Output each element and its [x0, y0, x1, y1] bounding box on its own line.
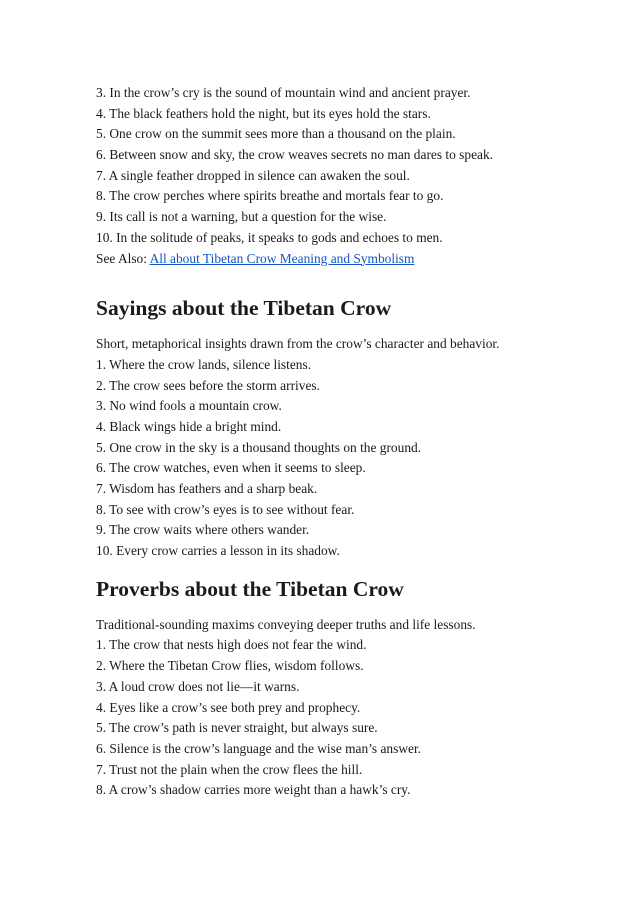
proverb-item: 3. A loud crow does not lie—it warns.	[96, 678, 300, 694]
proverbs-section	[96, 615, 596, 801]
quote-item: 9. Its call is not a warning, but a question for the wise.	[96, 209, 387, 225]
quote-item: 5. One crow on the summit sees more than a thousand on the plain.	[96, 126, 456, 142]
proverb-item: 6. Silence is the crow’s language and the wise man’s answer.	[96, 740, 422, 756]
saying-item: 7. Wisdom has feathers and a sharp beak.	[96, 481, 318, 496]
quote-item: 7. A single feather dropped in silence can awaken the soul.	[96, 167, 410, 183]
see-also-link[interactable]: All about Tibetan Crow Meaning and Symbolism	[149, 250, 415, 266]
quote-item: 8. The crow perches where spirits breathe and mortals fear to go.	[96, 188, 444, 204]
see-also-line	[96, 249, 596, 270]
proverbs-intro: Traditional-sounding maxims conveying deeper truths and life lessons.	[96, 616, 476, 632]
proverb-item: 2. Where the Tibetan Crow flies, wisdom follows.	[96, 658, 364, 674]
saying-item: 9. The crow waits where others wander.	[96, 522, 310, 538]
sayings-intro: Short, metaphorical insights drawn from the crow’s character and behavior.	[96, 336, 500, 352]
saying-item: 10. Every crow carries a lesson in its shadow.	[96, 543, 340, 559]
saying-item: 3. No wind fools a mountain crow.	[96, 398, 282, 414]
proverbs-heading: Proverbs about the Tibetan Crow	[96, 576, 404, 601]
sayings-section	[96, 334, 596, 562]
proverb-item: 7. Trust not the plain when the crow flees the hill.	[96, 761, 363, 777]
quote-item: 6. Between snow and sky, the crow weaves secrets no man dares to speak.	[96, 147, 494, 163]
proverb-item: 4. Eyes like a crow’s see both prey and prophecy.	[96, 699, 361, 715]
sayings-heading: Sayings about the Tibetan Crow	[96, 296, 392, 321]
saying-item: 6. The crow watches, even when it seems to sleep.	[96, 460, 366, 476]
document-page	[96, 83, 596, 801]
saying-item: 2. The crow sees before the storm arrives.	[96, 377, 320, 393]
see-also-label: See Also:	[96, 250, 147, 266]
saying-item: 8. To see with crow’s eyes is to see without fear.	[96, 501, 355, 517]
quotes-list	[96, 83, 596, 269]
saying-item: 5. One crow in the sky is a thousand thoughts on the ground.	[96, 439, 422, 455]
proverb-item: 5. The crow’s path is never straight, but always sure.	[96, 720, 378, 736]
proverb-item: 8. A crow’s shadow carries more weight than a hawk’s cry.	[96, 782, 411, 798]
quote-item: 10. In the solitude of peaks, it speaks to gods and echoes to men.	[96, 229, 443, 245]
saying-item: 1. Where the crow lands, silence listens.	[96, 356, 312, 372]
quote-item: 3. In the crow’s cry is the sound of mountain wind and ancient prayer.	[96, 85, 471, 100]
quote-item: 4. The black feathers hold the night, but its eyes hold the stars.	[96, 105, 431, 121]
proverb-item: 1. The crow that nests high does not fear the wind.	[96, 637, 367, 653]
saying-item: 4. Black wings hide a bright mind.	[96, 418, 282, 434]
